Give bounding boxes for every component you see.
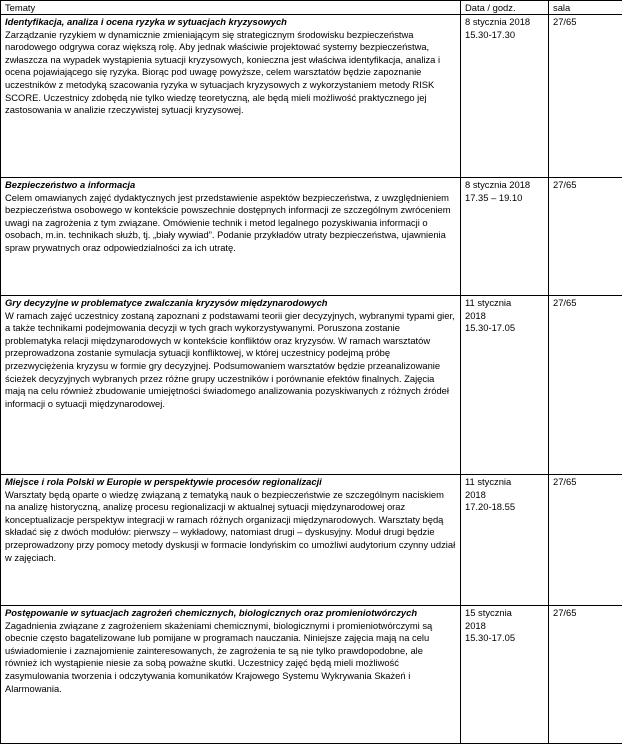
date-cell (461, 606, 549, 744)
date-cell (461, 296, 549, 475)
date-time: 8 stycznia 2018 15.30-17.30 (465, 16, 531, 40)
topic-title: Bezpieczeństwo a informacja (5, 179, 136, 190)
topic-cell (1, 296, 461, 475)
topic-description: Zarządzanie ryzykiem w dynamicznie zmieniającym się strategicznym środowisku bezpieczeństwa narodowego odgrywa coraz większą rolę. Aby jednak właściwie projektować systemy bezpieczeństwa, zwłaszcza na wypadek wystąpienia sytuacji kryzysowych, konieczna jest właściwa identyfikacja, analiza i ocena pojawiającego się ryzyka. Biorąc pod uwagę powyższe, celem warsztatów będzie zapoznanie uczestników z metodyką szacowania ryzyka w sytuacjach kryzysowych z wykorzystaniem metody RISK SCORE. Uczestnicy zdobędą nie tylko wiedzę teoretyczną, ale będą mieli możliwość praktycznego jej zastosowania w analizie rzeczywistej sytuacji kryzysowej. (5, 28, 441, 116)
topic-description: Warsztaty będą oparte o wiedzę związaną z tematyką nauk o bezpieczeństwie ze szczególnym naciskiem na analizę historyczną, analizę procesu regionalizacji w aktualnej sytuacji międzynarodowej oraz konceptualizacje perspektyw integracji w ramach różnych organizacji międzynarodowych. Warsztaty będą składać się z dwóch modułów: pierwszy – wykładowy, natomiast drugi – dyskusyjny. Moduł drugi będzie przeprowadzony przy pomocy metody dyskusji w formacie londyńskim co umożliwi audytorium czynny udział w zajęciach. (5, 488, 456, 563)
room-cell: 27/65 (549, 296, 622, 475)
table-row (1, 475, 622, 606)
topic-title: Identyfikacja, analiza i ocena ryzyka w sytuacjach kryzysowych (5, 16, 287, 27)
topic-cell (1, 15, 461, 178)
date-time: 11 stycznia 2018 15.30-17.05 (465, 297, 516, 334)
room-cell: 27/65 (549, 475, 622, 606)
topic-description: Celem omawianych zajęć dydaktycznych jest przedstawienie aspektów bezpieczeństwa, z uwzględnieniem bezpieczeństwa osobowego w kontekście powszechnie dostępnych informacji ze szczególnym zwróceniem uwagi na zagrożenia z tym związane. Omówienie technik i metod legalnego pozyskiwania informacji o osobach, m.in. technikach służb, tj. „biały wywiad”. Podanie przykładów utraty bezpieczeństwa, ujawnienia spraw prywatnych oraz odpowiedzialności za ich utratę. (5, 191, 451, 253)
table-row (1, 178, 622, 296)
topic-cell (1, 178, 461, 296)
room-cell: 27/65 (549, 15, 622, 178)
header-date: Data / godz. (461, 1, 549, 15)
header-row (1, 1, 622, 15)
topic-cell (1, 475, 461, 606)
date-cell (461, 178, 549, 296)
header-topics: Tematy (1, 1, 461, 15)
topic-description: W ramach zajęć uczestnicy zostaną zapoznani z podstawami teorii gier decyzyjnych, wybranymi typami gier, a także technikami podejmowania decyzji w tych grach wykorzystywanymi. Poruszona zostanie problematyka relacji międzynarodowych w kontekście konfliktów oraz kryzysów. W ramach warsztatów przeprowadzona zostanie symulacja sytuacji konfliktowej, w której uczestnicy podejmą próbę przezwyciężenia kryzysu w formie gry decyzyjnej. Podsumowaniem warsztatów będzie przeanalizowanie ścieżek decyzyjnych wybranych przez różne grupy uczestników i porównanie efektów finalnych. Zajęcia mają na celu również zbudowanie umiejętności świadomego analizowania pozyskiwanych z różnych źródeł informacji o sytuacji międzynarodowej. (5, 309, 455, 409)
room-cell: 27/65 (549, 178, 622, 296)
table-row (1, 606, 622, 744)
topic-title: Postępowanie w sytuacjach zagrożeń chemicznych, biologicznych oraz promieniotwórczych (5, 607, 418, 618)
topic-description: Zagadnienia związane z zagrożeniem skażeniami chemicznymi, biologicznymi i promieniotwórczymi są obecnie często bagatelizowane lub pomijane w programach nauczania. Niniejsze zajęcia mają na celu uświadomienie i zaznajomienie zainteresowanych, że zagrożenia te są nie tylko prawdopodobne, ale również ich wystąpienie niesie za sobą poważne skutki. Uczestnicy zajęć będą mieli możliwość zasymulowania tworzenia i odczytywania komunikatów Krajowego Systemu Wykrywania Skażeń i Alarmowania. (5, 619, 433, 694)
table-row (1, 15, 622, 178)
table-row (1, 296, 622, 475)
topic-title: Miejsce i rola Polski w Europie w perspektywie procesów regionalizacji (5, 476, 322, 487)
date-time: 11 stycznia 2018 17.20-18.55 (465, 476, 516, 513)
date-time: 8 stycznia 2018 17.35 – 19.10 (465, 179, 531, 203)
room-cell: 27/65 (549, 606, 622, 744)
date-cell (461, 475, 549, 606)
topic-title: Gry decyzyjne w problematyce zwalczania kryzysów międzynarodowych (5, 297, 328, 308)
header-room: sala (549, 1, 622, 15)
topic-cell (1, 606, 461, 744)
date-time: 15 stycznia 2018 15.30-17.05 (465, 607, 516, 644)
date-cell (461, 15, 549, 178)
